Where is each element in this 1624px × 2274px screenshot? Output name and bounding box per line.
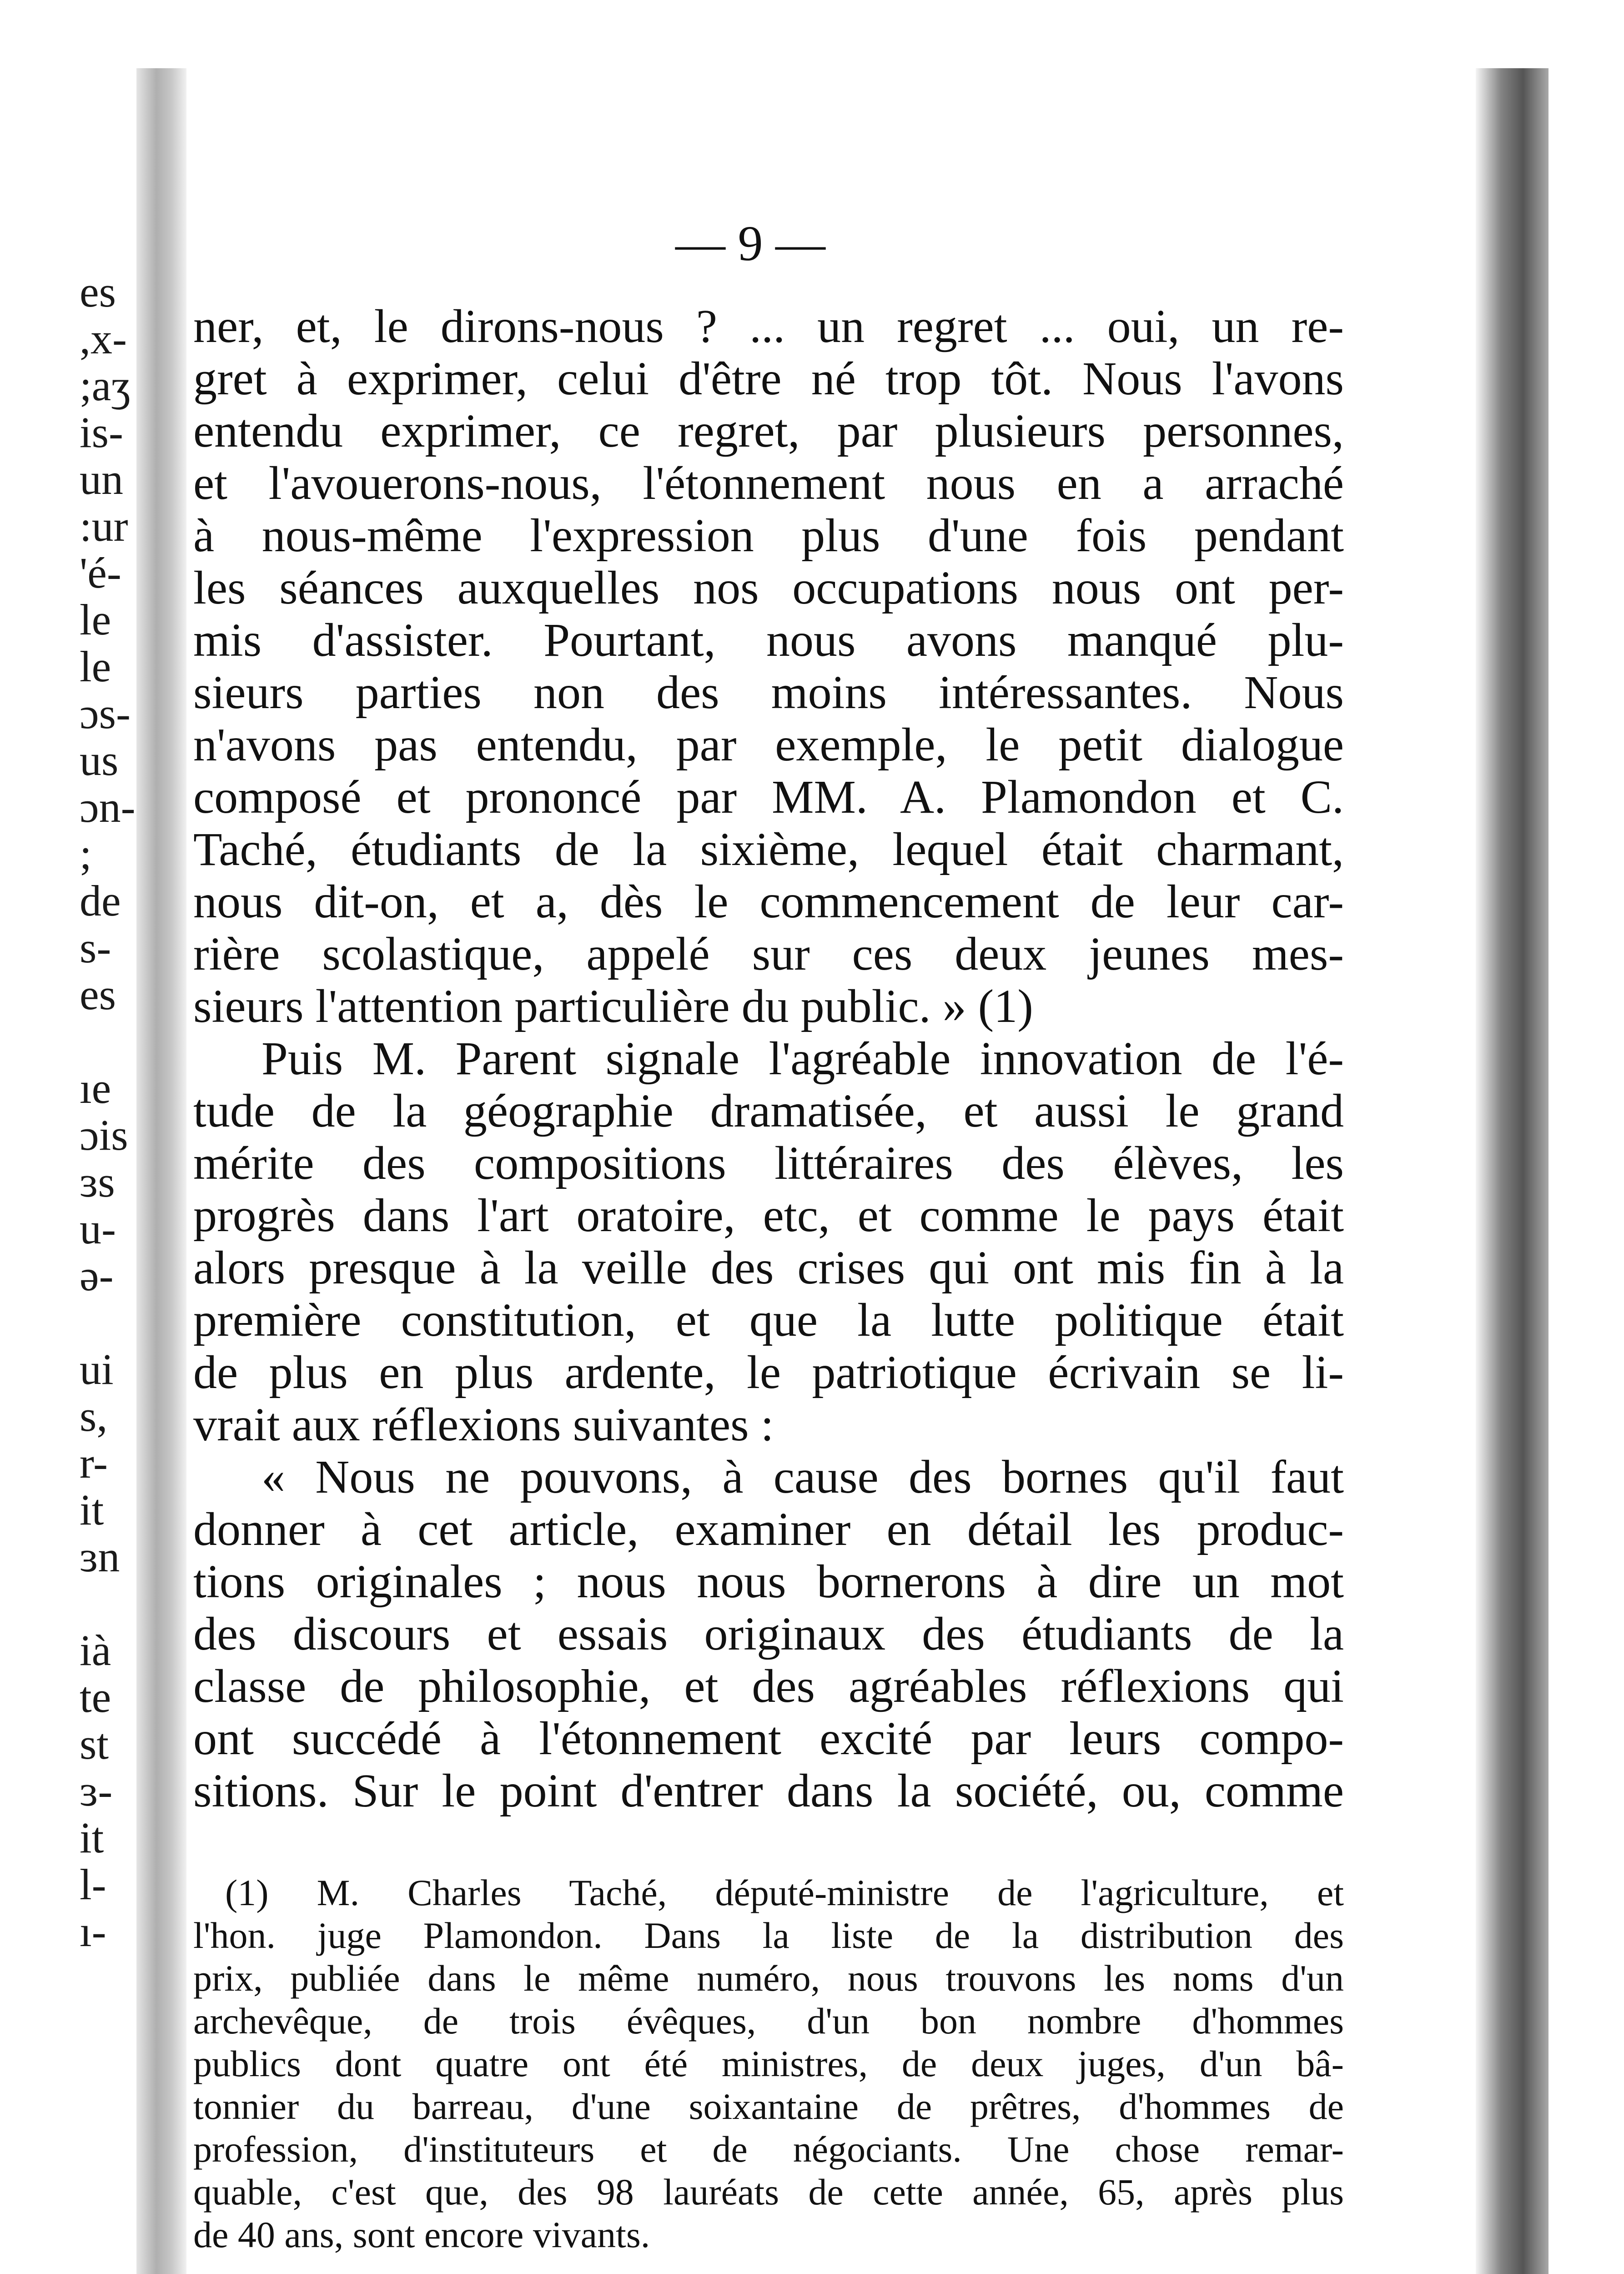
fragment-line: s, [80,1392,108,1440]
fragment-line: te [80,1673,111,1721]
text-line: nous dit-on, et a, dès le commencement de leur car- [193,875,1344,928]
fragment-line: s- [80,923,111,972]
text-line: l'hon. juge Plamondon. Dans la liste de la distribution des [193,1915,1344,1956]
fragment-line: 'é- [80,548,121,597]
text-line: Taché, étudiants de la sixième, lequel était charmant, [193,823,1344,875]
text-line: progrès dans l'art oratoire, etc, et comme le pays était [193,1189,1344,1242]
fragment-line: ɜ- [80,1766,113,1815]
text-line: sieurs l'attention particulière du public. » (1) [193,980,1033,1032]
fragment-line: l- [80,1860,106,1909]
fragment-line: ə- [80,1251,114,1300]
fragment-line [80,1018,143,1065]
text-line: quable, c'est que, des 98 lauréats de cette année, 65, après plus [193,2171,1344,2213]
fragment-line: ià [80,1626,111,1675]
fragment-line: ɜn [80,1532,120,1581]
fragment-line: ;aʒ [80,361,131,410]
page-binding-shadow [136,68,186,2274]
text-line: de plus en plus ardente, le patriotique écrivain se li- [193,1346,1344,1399]
fragment-line: ɔis [80,1111,128,1159]
text-line: n'avons pas entendu, par exemple, le petit dialogue [193,719,1344,771]
text-line: à nous-même l'expression plus d'une fois pendant [193,509,1344,562]
text-line: profession, d'instituteurs et de négociants. Une chose remar- [193,2128,1344,2170]
fragment-line: un [80,455,123,503]
text-line: sitions. Sur le point d'entrer dans la société, ou, comme [193,1765,1344,1817]
text-line: archevêque, de trois évêques, d'un bon nombre d'hommes [193,2000,1344,2042]
fragment-line: st [80,1720,109,1768]
text-line: mérite des compositions littéraires des élèves, les [193,1137,1344,1189]
fragment-line [80,1299,143,1346]
text-line: tonnier du barreau, d'une soixantaine de prêtres, d'hommes de [193,2086,1344,2127]
fragment-line: ı- [80,1907,106,1956]
page-number: — 9 — [675,216,825,271]
text-line: première constitution, et que la lutte politique était [193,1294,1344,1346]
text-line: et l'avouerons-nous, l'étonnement nous en a arraché [193,457,1344,509]
fragment-line: ui [80,1345,114,1394]
fragment-line: it [80,1813,104,1862]
text-line: (1) M. Charles Taché, député-ministre de l'agriculture, et [225,1872,1344,1913]
body-text [193,300,1344,1817]
fragment-line: es [80,267,116,316]
fragment-line: r- [80,1439,108,1487]
text-line: rière scolastique, appelé sur ces deux jeunes mes- [193,928,1344,980]
text-line: alors presque à la veille des crises qui ont mis fin à la [193,1242,1344,1294]
text-line: entendu exprimer, ce regret, par plusieurs personnes, [193,405,1344,457]
text-line: donner à cet article, examiner en détail les produc- [193,1503,1344,1555]
fragment-line: ɔs- [80,689,131,738]
text-line: ont succédé à l'étonnement excité par leurs compo- [193,1712,1344,1765]
text-line: vrait aux réflexions suivantes : [193,1399,774,1451]
fragment-line [80,1580,143,1627]
text-line: « Nous ne pouvons, à cause des bornes qu'il faut [261,1451,1344,1503]
text-line: sieurs parties non des moins intéressantes. Nous [193,666,1344,719]
text-line: Puis M. Parent signale l'agréable innovation de l'é- [261,1032,1344,1085]
text-line: tions originales ; nous nous bornerons à dire un mot [193,1555,1344,1608]
text-line: gret à exprimer, celui d'être né trop tôt. Nous l'avons [193,352,1344,405]
fragment-line: ; [80,830,92,878]
fragment-line: le [80,642,111,691]
text-line: composé et prononcé par MM. A. Plamondon et C. [193,771,1344,823]
fragment-line: it [80,1485,104,1534]
footnote [193,1872,1344,2256]
fragment-line: ıe [80,1064,111,1112]
text-line: ner, et, le dirons-nous ? ... un regret ... oui, un re- [193,300,1344,352]
text-line: des discours et essais originaux des étudiants de la [193,1608,1344,1660]
text-line: de 40 ans, sont encore vivants. [193,2214,650,2255]
text-line: mis d'assister. Pourtant, nous avons manqué plu- [193,614,1344,666]
fragment-line: ɜs [80,1157,115,1206]
fragment-line: ,x- [80,314,127,363]
text-line: classe de philosophie, et des agréables réflexions qui [193,1660,1344,1712]
fragment-line: :ur [80,502,128,550]
text-line: les séances auxquelles nos occupations nous ont per- [193,562,1344,614]
fragment-line: is- [80,408,123,457]
page-right-edge-shadow [1476,68,1549,2274]
text-line: tude de la géographie dramatisée, et aussi le grand [193,1085,1344,1137]
fragment-line: u- [80,1204,116,1253]
previous-page-text-fragments [80,268,143,1955]
fragment-line: es [80,970,116,1019]
fragment-line: us [80,736,119,785]
fragment-line: de [80,876,121,925]
fragment-line: le [80,595,111,644]
text-line: publics dont quatre ont été ministres, de deux juges, d'un bâ- [193,2043,1344,2084]
text-line: prix, publiée dans le même numéro, nous trouvons les noms d'un [193,1957,1344,1999]
fragment-line: ɔn- [80,783,136,831]
